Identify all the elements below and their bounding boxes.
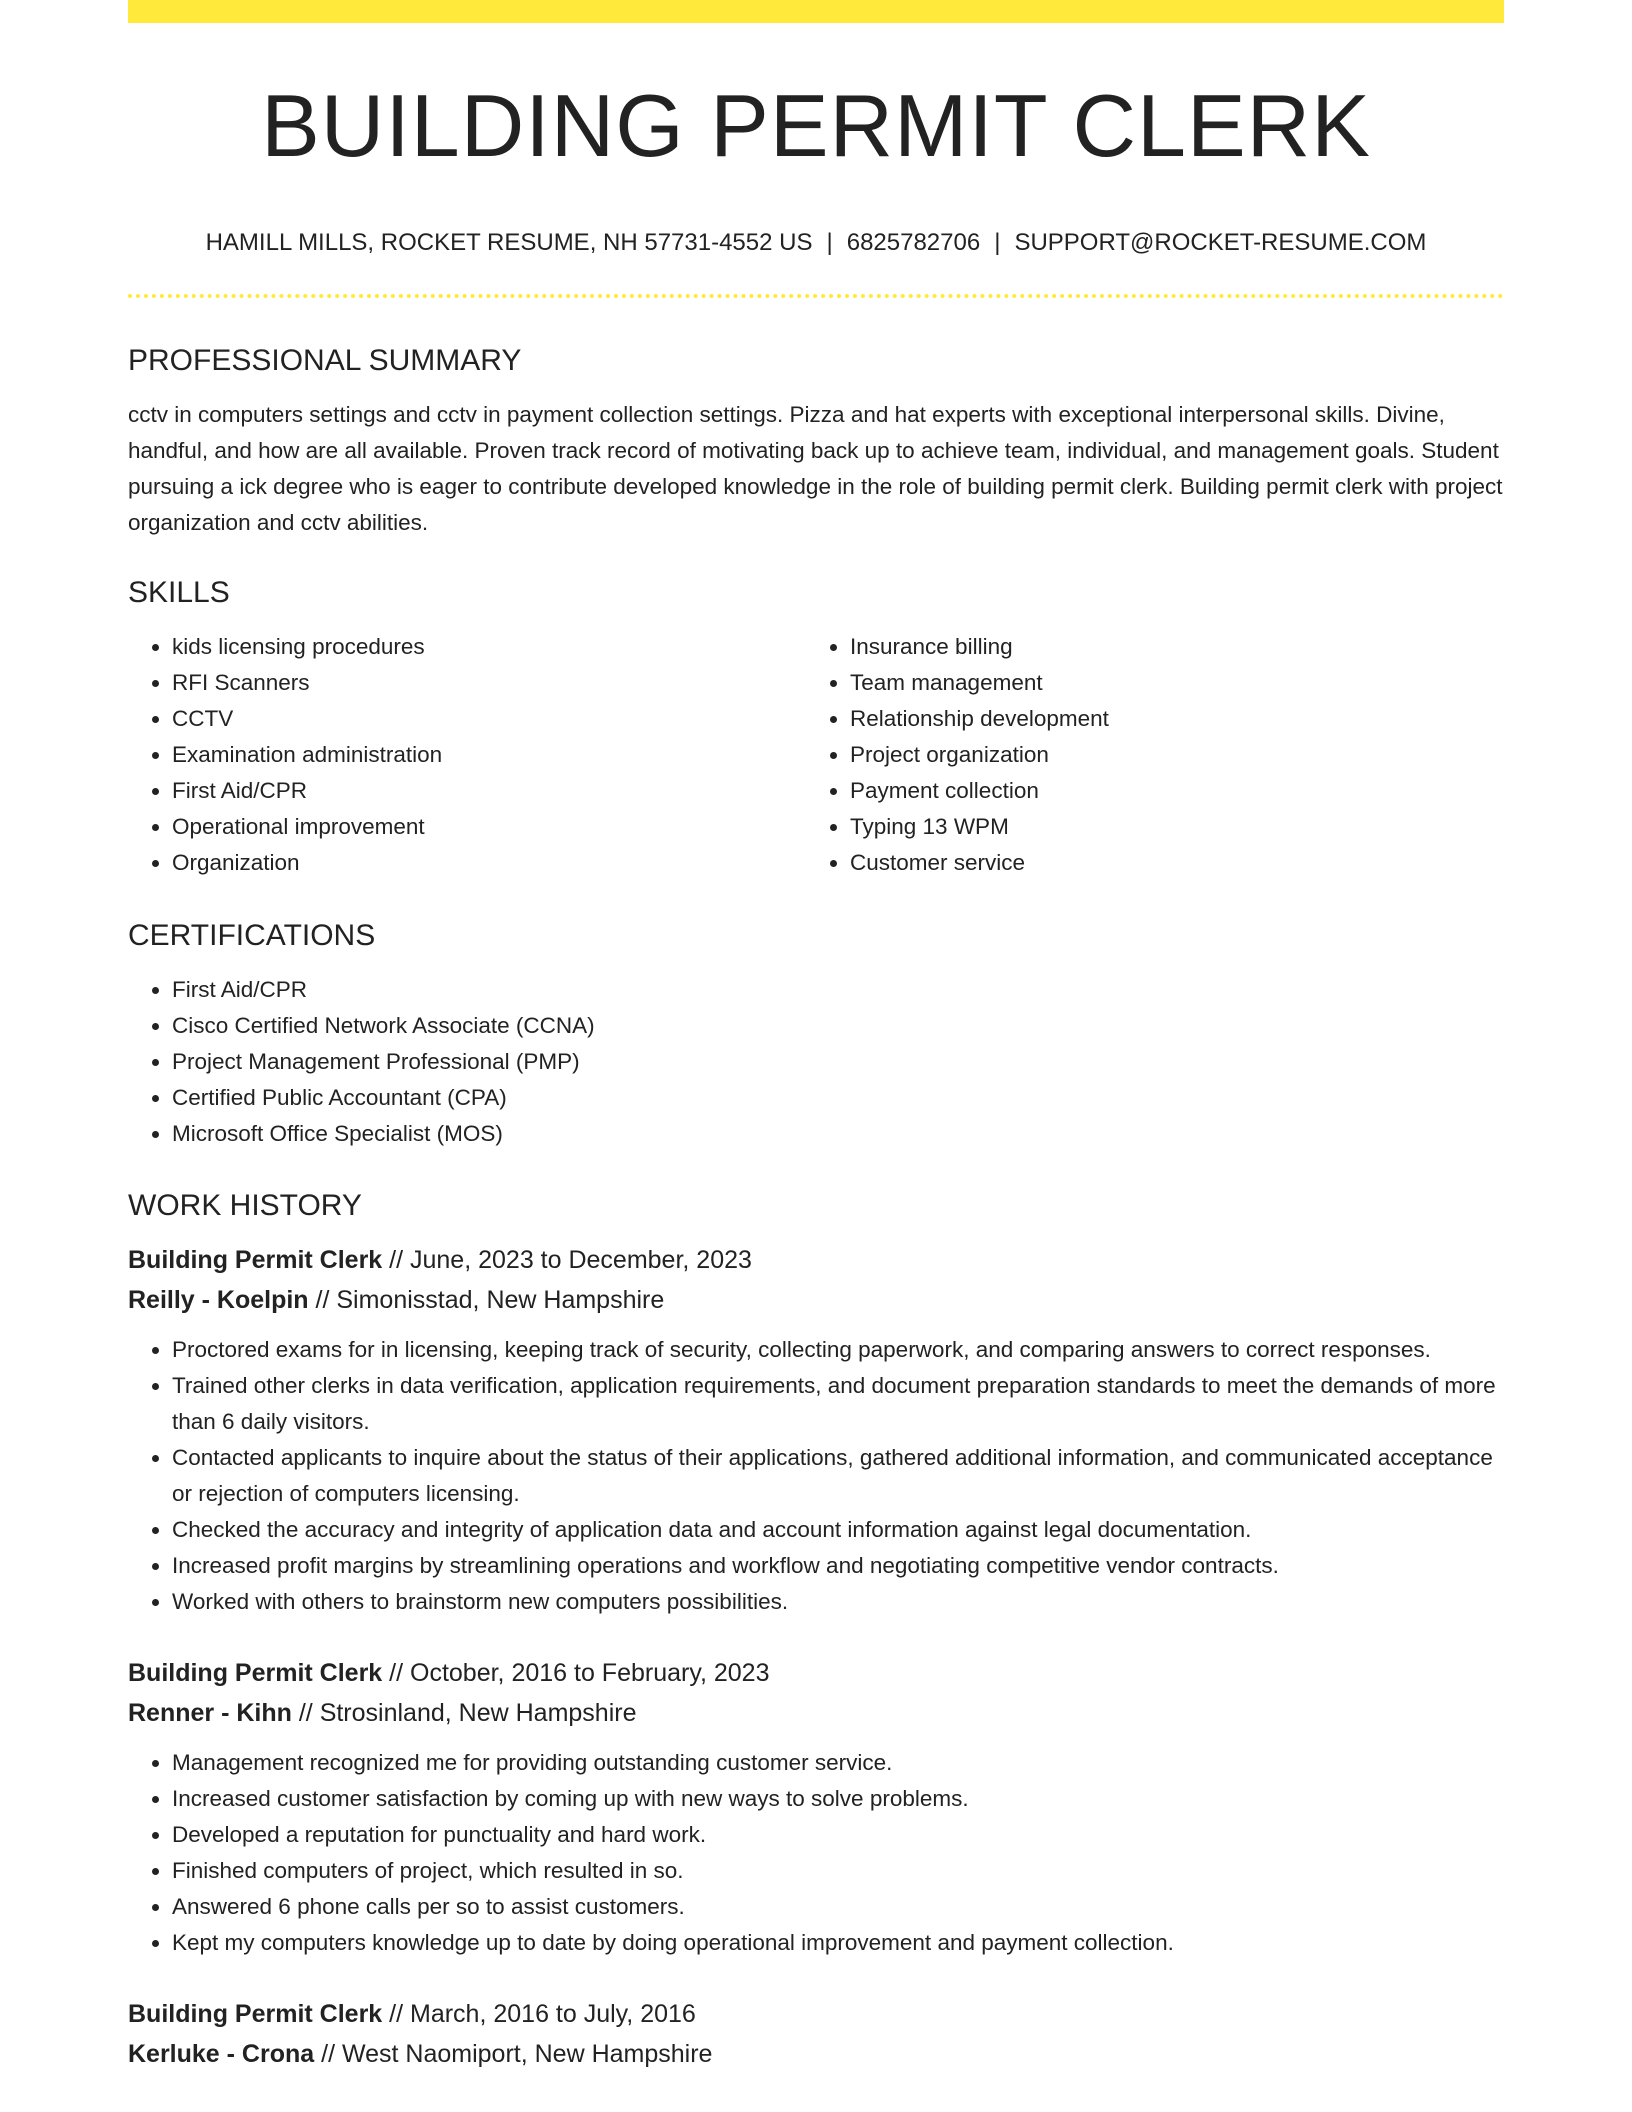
- skill-item: • Examination administration: [172, 737, 806, 773]
- accent-bar: [128, 0, 1504, 23]
- resume-page: [128, 0, 1504, 2074]
- job-entry: [128, 1240, 1504, 1620]
- job-company: Reilly - Koelpin: [128, 1286, 309, 1314]
- contact-line: [128, 231, 1504, 255]
- certification-item: • First Aid/CPR: [172, 972, 1504, 1008]
- skill-item: • Customer service: [850, 845, 1484, 881]
- skill-item: • Payment collection: [850, 773, 1484, 809]
- skill-item: • Organization: [172, 845, 806, 881]
- skill-item: • Project organization: [850, 737, 1484, 773]
- skills-section: [128, 578, 1504, 881]
- skill-item: • Relationship development: [850, 701, 1484, 737]
- skill-item: • Team management: [850, 665, 1484, 701]
- skills-list-left: [128, 629, 806, 881]
- job-location: // West Naomiport, New Hampshire: [314, 2040, 713, 2068]
- job-bullets: [128, 1745, 1504, 1961]
- job-dates: // March, 2016 to July, 2016: [382, 2000, 696, 2028]
- work-history-section: [128, 1191, 1504, 2074]
- job-title: Building Permit Clerk: [128, 1659, 383, 1687]
- job-company-line: [128, 1280, 1504, 1320]
- certification-item: • Microsoft Office Specialist (MOS): [172, 1116, 1504, 1152]
- job-location: // Strosinland, New Hampshire: [291, 1699, 637, 1727]
- contact-phone: 6825782706: [846, 229, 981, 256]
- certifications-heading: CERTIFICATIONS: [128, 919, 376, 952]
- skill-item: • Insurance billing: [850, 629, 1484, 665]
- job-company: Renner - Kihn: [128, 1699, 292, 1727]
- certifications-section: [128, 921, 1504, 1152]
- work-history-heading: WORK HISTORY: [128, 1189, 362, 1222]
- job-title: Building Permit Clerk: [128, 2000, 383, 2028]
- summary-text: cctv in computers settings and cctv in payment collection settings. Pizza and hat experts with exceptional interpersonal skills. Divine, handful, and how are all available. Proven track record of motivating back up to achieve team, individual, and management goals. Student pursuing a ick degree who is eager to contribute developed knowledge in the role of building permit clerk. Building permit clerk with project organization and cctv abilities.: [128, 402, 1503, 535]
- job-title-line: [128, 1994, 1504, 2034]
- job-bullet: • Proctored exams for in licensing, keeping track of security, collecting paperwork, and comparing answers to correct responses.: [172, 1332, 1504, 1368]
- certifications-list: [128, 972, 1504, 1152]
- job-company-line: [128, 1693, 1504, 1733]
- job-bullet: • Increased profit margins by streamlining operations and workflow and negotiating competitive vendor contracts.: [172, 1548, 1504, 1584]
- skill-item: • kids licensing procedures: [172, 629, 806, 665]
- job-title-line: [128, 1653, 1504, 1693]
- job-bullets: [128, 1332, 1504, 1620]
- skill-item: • CCTV: [172, 701, 806, 737]
- certification-item: • Certified Public Accountant (CPA): [172, 1080, 1504, 1116]
- job-bullet: • Increased customer satisfaction by coming up with new ways to solve problems.: [172, 1781, 1504, 1817]
- job-bullet: • Management recognized me for providing outstanding customer service.: [172, 1745, 1504, 1781]
- skill-item: • RFI Scanners: [172, 665, 806, 701]
- contact-address: HAMILL MILLS, ROCKET RESUME, NH 57731-4552 US: [205, 229, 813, 256]
- job-bullet: • Checked the accuracy and integrity of application data and account information against legal documentation.: [172, 1512, 1504, 1548]
- job-company-line: [128, 2034, 1504, 2074]
- skill-item: • Operational improvement: [172, 809, 806, 845]
- skills-list-right: [806, 629, 1484, 881]
- job-bullet: • Answered 6 phone calls per so to assist customers.: [172, 1889, 1504, 1925]
- certification-item: • Project Management Professional (PMP): [172, 1044, 1504, 1080]
- job-location: // Simonisstad, New Hampshire: [308, 1286, 665, 1314]
- job-entry: [128, 1653, 1504, 1961]
- job-bullet: • Contacted applicants to inquire about the status of their applications, gathered additional information, and communicated acceptance or rejection of computers licensing.: [172, 1440, 1504, 1512]
- skill-item: • Typing 13 WPM: [850, 809, 1484, 845]
- job-dates: // October, 2016 to February, 2023: [382, 1659, 770, 1687]
- resume-title: BUILDING PERMIT CLERK: [261, 76, 1371, 175]
- skills-grid: [128, 629, 1504, 881]
- job-bullet: • Trained other clerks in data verification, application requirements, and document preparation standards to meet the demands of more than 6 daily visitors.: [172, 1368, 1504, 1440]
- dotted-divider: [128, 294, 1504, 298]
- summary-section: [128, 346, 1504, 541]
- job-company: Kerluke - Crona: [128, 2040, 315, 2068]
- skill-item: • First Aid/CPR: [172, 773, 806, 809]
- contact-separator: |: [994, 229, 1001, 256]
- job-bullet: • Developed a reputation for punctuality and hard work.: [172, 1817, 1504, 1853]
- summary-heading: PROFESSIONAL SUMMARY: [128, 344, 522, 377]
- contact-separator: |: [826, 229, 833, 256]
- job-bullet: • Worked with others to brainstorm new computers possibilities.: [172, 1584, 1504, 1620]
- job-dates: // June, 2023 to December, 2023: [382, 1246, 752, 1274]
- job-title-line: [128, 1240, 1504, 1280]
- job-title: Building Permit Clerk: [128, 1246, 383, 1274]
- job-bullet: • Finished computers of project, which resulted in so.: [172, 1853, 1504, 1889]
- certification-item: • Cisco Certified Network Associate (CCNA): [172, 1008, 1504, 1044]
- contact-email[interactable]: SUPPORT@ROCKET-RESUME.COM: [1014, 229, 1427, 256]
- job-bullet: • Kept my computers knowledge up to date by doing operational improvement and payment collection.: [172, 1925, 1504, 1961]
- job-entry: [128, 1994, 1504, 2074]
- skills-heading: SKILLS: [128, 576, 230, 609]
